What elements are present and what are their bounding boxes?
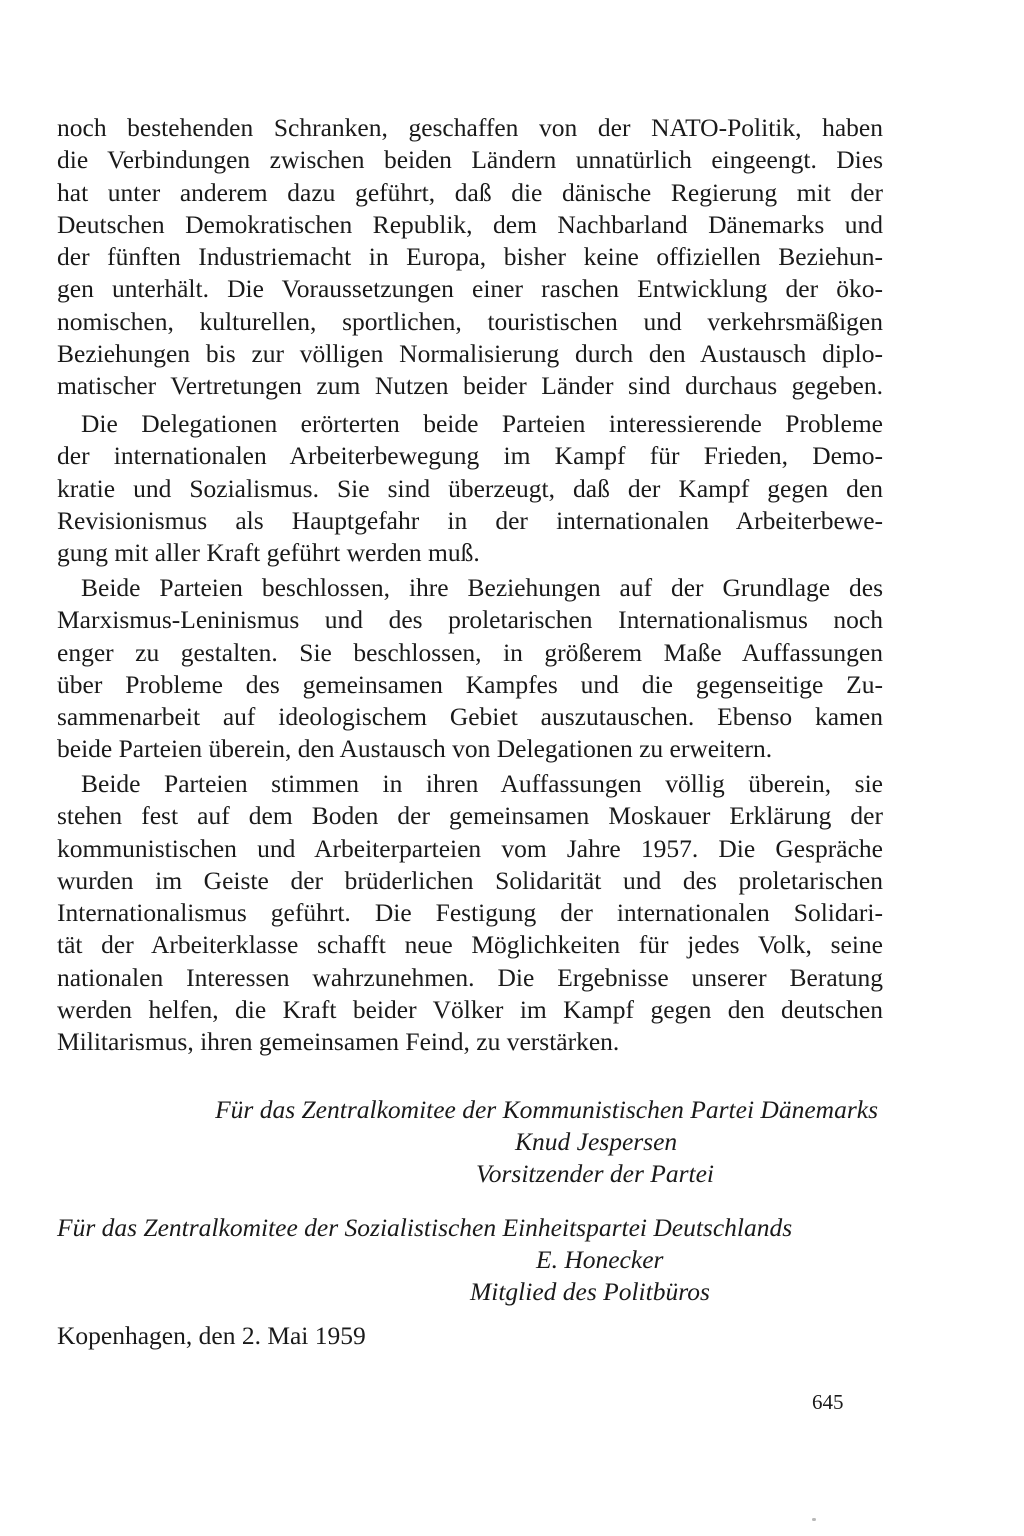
paragraph-1	[57, 112, 883, 403]
signature-2-on-behalf: Für das Zentralkomitee der Sozialistischen Einheitspartei Deutschlands	[57, 1213, 793, 1242]
text-line: Deutschen Demokratischen Republik, dem Nachbarland Dänemarks und	[57, 209, 883, 239]
text-line: gen unterhält. Die Voraussetzungen einer raschen Entwicklung der öko-	[57, 274, 883, 304]
text-line: Beide Parteien stimmen in ihren Auffassungen völlig überein, sie	[81, 769, 883, 798]
signature-1-on-behalf: Für das Zentralkomitee der Kommunistischen Partei Dänemarks	[215, 1095, 878, 1124]
text-line: Die Delegationen erörterten beide Parteien interessierende Probleme	[81, 409, 883, 438]
text-line: werden helfen, die Kraft beider Völker im Kampf gegen den deutschen	[57, 995, 883, 1025]
paragraph-3	[57, 572, 883, 766]
paragraph-2	[57, 408, 883, 569]
text-line: tät der Arbeiterklasse schafft neue Möglichkeiten für jedes Volk, seine	[57, 930, 883, 960]
text-line: nomischen, kulturellen, sportlichen, touristischen und verkehrsmäßigen	[57, 306, 883, 336]
signature-1-name: Knud Jespersen	[515, 1127, 678, 1156]
page-number: 645	[812, 1390, 844, 1414]
place-and-date: Kopenhagen, den 2. Mai 1959	[57, 1321, 366, 1350]
text-line: Marxismus-Leninismus und des proletarischen Internationalismus noch	[57, 605, 883, 635]
text-line: nationalen Interessen wahrzunehmen. Die Ergebnisse unserer Beratung	[57, 962, 883, 992]
text-line: sammenarbeit auf ideologischem Gebiet auszutauschen. Ebenso kamen	[57, 702, 883, 732]
signature-2-name: E. Honecker	[536, 1245, 664, 1274]
text-line: Internationalismus geführt. Die Festigung der internationalen Solidari-	[57, 898, 883, 928]
text-line: noch bestehenden Schranken, geschaffen von der NATO-Politik, haben	[57, 113, 883, 142]
text-line: die Verbindungen zwischen beiden Ländern unnatürlich eingeengt. Dies	[57, 145, 883, 175]
text-line: kratie und Sozialismus. Sie sind überzeugt, daß der Kampf gegen den	[57, 473, 883, 503]
text-line: über Probleme des gemeinsamen Kampfes und die gegenseitige Zu-	[57, 669, 883, 699]
text-line: matischer Vertretungen zum Nutzen beider Länder sind durchaus gegeben.	[57, 371, 883, 401]
text-line: Revisionismus als Hauptgefahr in der internationalen Arbeiterbewe-	[57, 505, 883, 535]
text-line: Beziehungen bis zur völligen Normalisierung durch den Austausch diplo-	[57, 339, 883, 369]
text-line: Militarismus, ihren gemeinsamen Feind, zu verstärken.	[57, 1027, 620, 1057]
print-speck	[812, 1518, 816, 1521]
text-line: beide Parteien überein, den Austausch von Delegationen zu erweitern.	[57, 734, 773, 764]
text-line: wurden im Geiste der brüderlichen Solidarität und des proletarischen	[57, 865, 883, 895]
paragraph-4	[57, 768, 883, 1059]
signature-1-title: Vorsitzender der Partei	[476, 1159, 714, 1188]
text-line: Beide Parteien beschlossen, ihre Beziehungen auf der Grundlage des	[81, 573, 883, 602]
text-line: der fünften Industriemacht in Europa, bisher keine offiziellen Beziehun-	[57, 242, 883, 272]
signature-2-title: Mitglied des Politbüros	[470, 1277, 710, 1306]
text-line: gung mit aller Kraft geführt werden muß.	[57, 538, 480, 568]
text-line: hat unter anderem dazu geführt, daß die dänische Regierung mit der	[57, 177, 883, 207]
text-line: stehen fest auf dem Boden der gemeinsamen Moskauer Erklärung der	[57, 801, 883, 831]
text-line: kommunistischen und Arbeiterparteien vom Jahre 1957. Die Gespräche	[57, 833, 883, 863]
text-line: enger zu gestalten. Sie beschlossen, in größerem Maße Auffassungen	[57, 637, 883, 667]
text-line: der internationalen Arbeiterbewegung im Kampf für Frieden, Demo-	[57, 441, 883, 471]
